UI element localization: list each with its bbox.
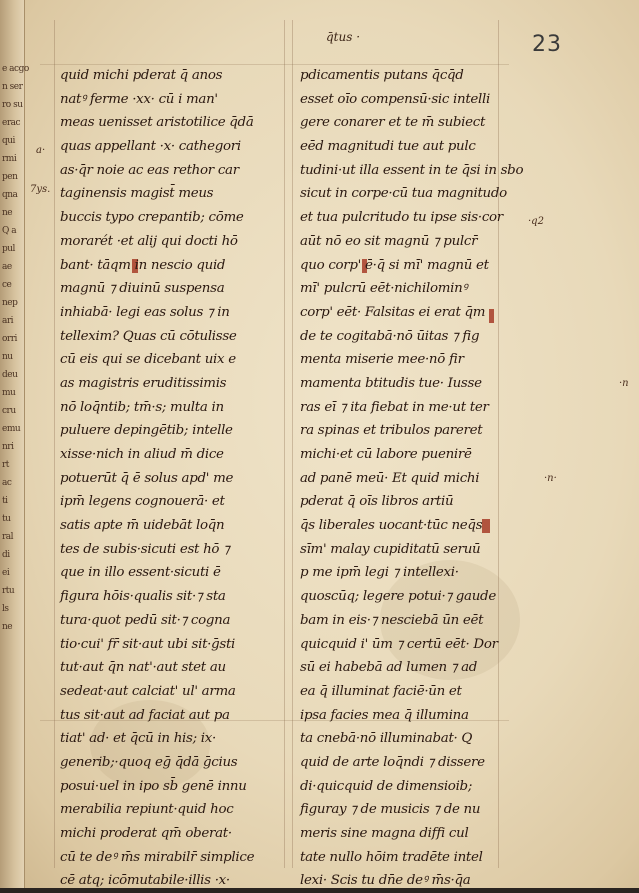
gutter-line: ei	[2, 568, 10, 578]
gutter-line: nu	[2, 352, 13, 362]
ruling-line	[54, 20, 55, 868]
gutter-line: orri	[2, 334, 17, 344]
manuscript-line: bam in eis·⁊ nesciebā ūn eēt	[300, 612, 484, 628]
gutter-line: ne	[2, 622, 13, 632]
manuscript-line: tiat' ad· et q̄cū in his; ix·	[60, 731, 216, 747]
manuscript-line: tio·cui' fr̄ sit·aut ubi sit·ḡsti	[60, 636, 236, 652]
gutter-line: nep	[2, 298, 18, 308]
manuscript-line: figura hōis·qualis sit·⁊ sta	[60, 589, 226, 605]
manuscript-line: quoscūq; legere potui·⁊ gaude	[300, 589, 496, 605]
manuscript-line: mī' pulcrū eēt·nichilominꝰ	[300, 281, 468, 297]
manuscript-line: potuerūt q̄ ē solus apd' me	[60, 470, 234, 486]
manuscript-line: figuray ⁊ de musicis ⁊ de nu	[300, 802, 481, 818]
gutter-line: erac	[2, 118, 21, 128]
manuscript-line: tus sit·aut ad faciat aut pa	[60, 707, 230, 723]
manuscript-line: meris sine magna diffi cul	[300, 826, 469, 841]
manuscript-line: sicut in corpe·cū tua magnitudo	[300, 186, 507, 202]
gutter-line: pen	[2, 172, 18, 182]
manuscript-line: xisse·nich in aliud m̄ dice	[60, 447, 224, 462]
manuscript-line: p me ipm̄ legi ⁊ intellexi·	[300, 565, 459, 581]
gutter-line: ral	[2, 532, 14, 542]
manuscript-line: tura·quot pedū sit·⁊ cogna	[60, 612, 231, 628]
marginal-note: ·n·	[544, 473, 557, 484]
manuscript-line: de te cogitabā·nō ūitas ⁊ fig	[300, 328, 480, 344]
gutter-line: Q a	[2, 226, 17, 236]
gutter-line: ari	[2, 316, 14, 326]
gutter-line: di	[2, 550, 10, 560]
manuscript-line: quid michi pderat q̄ anos	[60, 68, 223, 83]
manuscript-line: tudini·ut illa essent in te q̄si in sbo	[300, 162, 524, 178]
manuscript-line: generib;·quoq eḡ q̄dā ḡcius	[60, 754, 238, 770]
manuscript-line: cē atq; icōmutabile·illis ·x·	[60, 873, 230, 889]
manuscript-line: as·q̄r noie ac eas rethor car	[60, 162, 239, 178]
manuscript-line: sū ei habebā ad lumen ⁊ ad	[300, 660, 478, 676]
gutter-line: qui	[2, 136, 15, 146]
gutter-line: deu	[2, 370, 18, 380]
manuscript-line: magnū ⁊ diuinū suspensa	[60, 281, 225, 297]
manuscript-line: posui·uel in ipo sb̄ genē innu	[60, 778, 247, 794]
text-column-right	[300, 64, 524, 893]
manuscript-line: ea q̄ illuminat faciē·ūn et	[300, 683, 462, 699]
gutter-line: rt	[2, 460, 9, 470]
manuscript-line: ra spinas et tribulos pareret	[300, 423, 483, 439]
manuscript-line: buccis typo crepantib; cōme	[60, 210, 244, 226]
gutter-line: cru	[2, 406, 16, 416]
manuscript-line: tes de subis·sicuti est hō ⁊	[60, 541, 230, 557]
marginal-note: ·q2	[528, 216, 544, 227]
gutter-text	[2, 60, 29, 636]
manuscript-line: lexi· Scis tu dn̄e deꝰ m̄s·q̄a	[300, 873, 471, 889]
marginal-note: a·	[36, 145, 46, 156]
manuscript-line: quo corp' ē·q̄ si mī' magnū et	[300, 257, 489, 273]
gutter-line: mu	[2, 388, 16, 398]
manuscript-line: pdicamentis putans q̄cq̄d	[300, 68, 464, 83]
gutter-line: emu	[2, 424, 21, 434]
marginal-note: ·n	[619, 378, 629, 389]
manuscript-line: esset oīo compensū·sic intelli	[300, 91, 490, 107]
gutter-line: nri	[2, 442, 14, 452]
gutter-line: rtu	[2, 586, 15, 596]
gutter-line: ac	[2, 478, 12, 488]
manuscript-line: cū te deꝰ m̄s mirabilr̄ simplice	[60, 849, 255, 865]
manuscript-line: menta miserie mee·nō fir	[300, 352, 464, 368]
manuscript-line: bant· tāqm in nescio quid	[60, 257, 226, 273]
ruling-line	[292, 20, 293, 868]
manuscript-line: tate nullo hōim tradēte intel	[300, 849, 483, 865]
gutter-line: ce	[2, 280, 12, 290]
manuscript-line: mamenta btitudis tue· Iusse	[300, 375, 482, 391]
manuscript-line: morarét ·et alij qui docti hō	[60, 233, 238, 249]
gutter-line: ae	[2, 262, 12, 272]
gutter-line: ti	[2, 496, 8, 506]
text-column-left	[60, 64, 272, 893]
manuscript-line: meas uenisset aristotilice q̄dā	[60, 115, 254, 131]
manuscript-line: corp' eēt· Falsitas ei erat q̄m	[300, 304, 486, 320]
manuscript-line: quid de arte loq̄ndi ⁊ dissere	[300, 754, 485, 770]
manuscript-line: ipm̄ legens cognouerā· et	[60, 494, 225, 510]
manuscript-line: puluere depingētib; intelle	[60, 423, 233, 439]
manuscript-line: ras eī ⁊ ita fiebat in me·ut ter	[300, 399, 489, 415]
gutter-line: ls	[2, 604, 9, 614]
manuscript-line: michi proderat qm̄ oberat·	[60, 826, 232, 841]
manuscript-line: tellexim? Quas cū cōtulisse	[60, 328, 237, 344]
manuscript-line: tut·aut q̄n nat'·aut stet au	[60, 660, 226, 676]
manuscript-line: pderat q̄ oīs libros artiū	[300, 494, 454, 510]
manuscript-line: eēd magnitudi tue aut pulc	[300, 139, 476, 155]
manuscript-line: gere conarer et te m̄ subiect	[300, 115, 486, 131]
manuscript-line: que in illo essent·sicuti ē	[60, 565, 221, 581]
manuscript-line: nō loq̄ntib; tm̄·s; multa in	[60, 399, 224, 415]
running-head: q̄tus ·	[325, 30, 361, 44]
manuscript-line: et tua pulcritudo tu ipse sis·cor	[300, 210, 503, 226]
manuscript-line: di·quicquid de dimensioib;	[300, 778, 473, 794]
manuscript-line: natꝰ ferme ·xx· cū i man'	[60, 91, 218, 107]
manuscript-line: q̄s liberales uocant·tūc neq̄s	[300, 518, 483, 534]
manuscript-line: satis apte m̄ uidebāt loq̄n	[60, 518, 225, 534]
gutter-line: n ser	[2, 82, 23, 92]
manuscript-line: sedeat·aut calciat' ul' arma	[60, 683, 236, 699]
manuscript-line: as magistris eruditissimis	[60, 375, 227, 391]
gutter-line: e acgo	[2, 64, 29, 74]
marginal-note: 7ys.	[30, 184, 51, 195]
manuscript-line: quicquid i' ūm ⁊ certū eēt· Dor	[300, 636, 498, 652]
gutter-line: pul	[2, 244, 15, 254]
gutter-line: qna	[2, 190, 18, 200]
manuscript-line: cū eis qui se dicebant uix e	[60, 352, 236, 368]
manuscript-line: michi·et cū labore puenirē	[300, 447, 472, 462]
gutter-line: ro su	[2, 100, 23, 110]
manuscript-line: ta cnebā·nō illuminabat· Q	[300, 731, 473, 747]
manuscript-line: quas appellant ·x· cathegori	[60, 139, 241, 155]
manuscript-line: ipsa facies mea q̄ illumina	[300, 707, 469, 723]
manuscript-line: merabilia repiunt·quid hoc	[60, 802, 234, 818]
gutter-line: tu	[2, 514, 11, 524]
facing-folio-edge	[0, 0, 29, 888]
manuscript-line: aūt nō eo sit magnū ⁊ pulcr̄	[300, 233, 478, 249]
gutter-line: ne	[2, 208, 13, 218]
manuscript-line: ad panē meū· Et quid michi	[300, 470, 480, 486]
manuscript-line: inhiabā· legi eas solus ⁊ in	[60, 304, 230, 320]
ruling-line	[284, 20, 285, 868]
gutter-line: rmi	[2, 154, 17, 164]
folio-number: 23	[532, 32, 562, 57]
manuscript-line: sīm' malay cupiditatū seruū	[300, 541, 481, 557]
manuscript-line: taginensis magist̄ meus	[60, 186, 214, 202]
